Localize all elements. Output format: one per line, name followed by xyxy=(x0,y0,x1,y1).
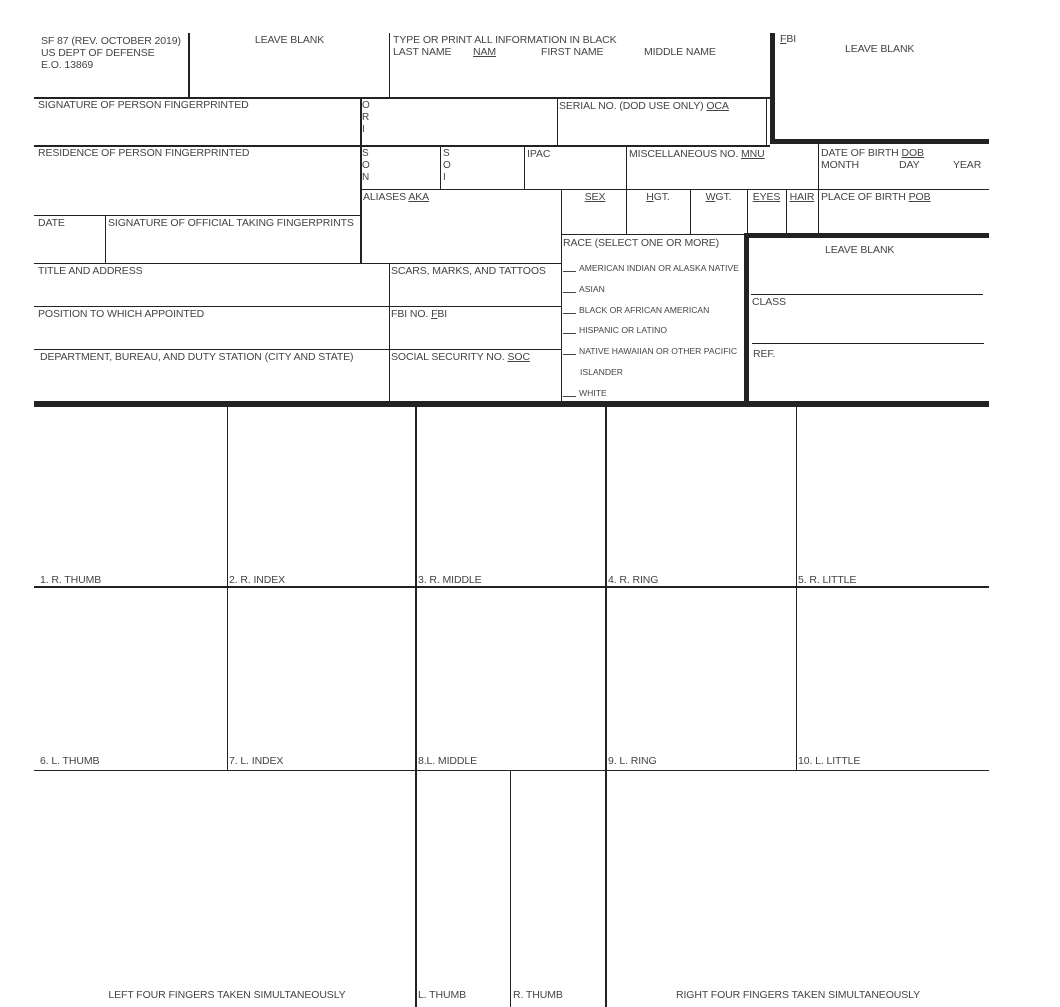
ssn-field[interactable] xyxy=(390,350,560,401)
race-option-label: HISPANIC OR LATINO xyxy=(579,325,668,335)
print-box-r-thumb-plain[interactable] xyxy=(511,771,605,1007)
hair-field[interactable] xyxy=(787,190,817,234)
agency-name: US DEPT OF DEFENSE xyxy=(41,47,155,59)
sex-field[interactable] xyxy=(562,190,625,234)
soi-letter: O xyxy=(443,160,451,171)
misc-no-label xyxy=(629,148,765,160)
aliases-field[interactable] xyxy=(362,190,560,262)
son-letter: O xyxy=(362,160,370,171)
print-box-l-index[interactable] xyxy=(228,588,415,770)
race-option-hispanic[interactable] xyxy=(563,325,667,335)
class-label: CLASS xyxy=(752,296,786,308)
aliases-text: ALIASES xyxy=(363,191,407,203)
middle-name-label: MIDDLE NAME xyxy=(644,46,716,58)
race-option-american-indian[interactable] xyxy=(563,263,739,273)
department-label: DEPARTMENT, BUREAU, AND DUTY STATION (CITY AND STATE) xyxy=(40,351,354,363)
instruction-text: TYPE OR PRINT ALL INFORMATION IN BLACK xyxy=(393,34,617,46)
signature-official-field[interactable] xyxy=(106,216,359,262)
hair-label: HAIR xyxy=(789,191,815,203)
ipac-label: IPAC xyxy=(527,148,551,160)
print-box-l-thumb-plain[interactable] xyxy=(417,771,510,1007)
date-label: DATE xyxy=(38,217,65,229)
race-option-label: ASIAN xyxy=(579,284,605,294)
leave-blank-label: LEAVE BLANK xyxy=(254,34,325,46)
son-field[interactable] xyxy=(362,147,439,189)
divider xyxy=(389,33,390,97)
pob-text: PLACE OF BIRTH xyxy=(821,191,906,203)
pob-code: POB xyxy=(908,191,931,203)
height-field[interactable] xyxy=(627,190,689,234)
race-checkbox[interactable] xyxy=(563,292,576,293)
dob-field[interactable] xyxy=(819,146,989,189)
print-box-r-ring[interactable] xyxy=(607,407,796,586)
ssn-text: SOCIAL SECURITY NO. xyxy=(391,351,505,363)
residence-label: RESIDENCE OF PERSON FINGERPRINTED xyxy=(38,147,250,159)
race-checkbox[interactable] xyxy=(563,271,576,272)
fbi-no-text: FBI NO. xyxy=(391,308,429,320)
race-checkbox[interactable] xyxy=(563,333,576,334)
divider xyxy=(524,145,525,190)
print-box-r-middle[interactable] xyxy=(417,407,605,586)
signature-person-label: SIGNATURE OF PERSON FINGERPRINTED xyxy=(38,99,249,111)
dob-year-label: YEAR xyxy=(953,159,982,171)
race-checkbox[interactable] xyxy=(563,354,576,355)
wgt-initial: W xyxy=(705,191,716,203)
ori-letter: O xyxy=(362,100,370,111)
print-label: 8.L. MIDDLE xyxy=(418,755,478,767)
weight-label xyxy=(691,191,746,203)
misc-no-text: MISCELLANEOUS NO. xyxy=(629,148,739,160)
print-box-r-thumb[interactable] xyxy=(34,407,227,586)
divider xyxy=(752,343,984,344)
fbi-no-field[interactable] xyxy=(390,307,560,348)
title-address-field[interactable] xyxy=(36,264,388,305)
race-option-continuation: ISLANDER xyxy=(580,367,623,377)
race-option-label: BLACK OR AFRICAN AMERICAN xyxy=(579,305,710,315)
print-box-r-little[interactable] xyxy=(797,407,989,586)
mnu-code: MNU xyxy=(741,148,765,160)
height-label xyxy=(627,191,689,203)
leave-blank-label: LEAVE BLANK xyxy=(845,43,915,55)
date-field[interactable] xyxy=(36,216,104,262)
print-label: 1. R. THUMB xyxy=(40,574,102,586)
soi-letter: S xyxy=(443,148,450,159)
print-label: L. THUMB xyxy=(418,989,467,1001)
last-name-label: LAST NAME xyxy=(393,46,452,58)
son-letter: S xyxy=(362,148,369,159)
divider xyxy=(440,145,441,190)
department-field[interactable] xyxy=(36,350,388,401)
race-option-black[interactable] xyxy=(563,305,709,315)
ssn-label xyxy=(391,351,530,363)
soc-code: SOC xyxy=(507,351,530,363)
nam-code: NAM xyxy=(473,46,497,58)
print-label: 10. L. LITTLE xyxy=(798,755,861,767)
leave-blank-box-title: LEAVE BLANK xyxy=(825,244,895,256)
race-title: RACE (SELECT ONE OR MORE) xyxy=(563,237,719,249)
aka-code: AKA xyxy=(408,191,430,203)
race-option-label: NATIVE HAWAIIAN OR OTHER PACIFIC xyxy=(579,346,738,356)
executive-order: E.O. 13869 xyxy=(41,59,94,71)
print-label: 7. L. INDEX xyxy=(229,755,284,767)
wgt-rest: GT. xyxy=(715,191,732,203)
fbi-header-label xyxy=(780,33,796,45)
ori-letter: I xyxy=(362,124,365,135)
fbi-code-rest: BI xyxy=(437,308,448,320)
dob-month-label: MONTH xyxy=(821,159,859,171)
ipac-field[interactable] xyxy=(526,147,625,189)
divider xyxy=(766,97,767,145)
print-label: LEFT FOUR FINGERS TAKEN SIMULTANEOUSLY xyxy=(108,989,346,1001)
eyes-field[interactable] xyxy=(748,190,785,234)
print-box-left-four[interactable] xyxy=(34,771,415,1007)
print-label: 4. R. RING xyxy=(608,574,659,586)
dob-text: DATE OF BIRTH xyxy=(821,147,899,159)
divider-thick xyxy=(770,33,775,143)
son-letter: N xyxy=(362,172,370,183)
race-option-asian[interactable] xyxy=(563,284,605,294)
pob-label xyxy=(821,191,930,203)
race-option-white[interactable] xyxy=(563,388,607,398)
race-option-label: AMERICAN INDIAN OR ALASKA NATIVE xyxy=(579,263,739,273)
print-box-l-ring[interactable] xyxy=(607,588,796,770)
fbi-code-initial: F xyxy=(431,308,438,320)
signature-person-field[interactable] xyxy=(36,99,359,144)
print-label: 3. R. MIDDLE xyxy=(418,574,482,586)
oca-code: OCA xyxy=(706,100,729,112)
signature-official-label: SIGNATURE OF OFFICIAL TAKING FINGERPRINTS xyxy=(108,217,354,229)
race-option-native-hawaiian[interactable] xyxy=(563,346,737,356)
hgt-rest: GT. xyxy=(653,191,670,203)
form-id: SF 87 (REV. OCTOBER 2019) xyxy=(41,35,181,47)
serial-no-field[interactable] xyxy=(558,99,765,144)
fbi-header-initial: F xyxy=(780,33,787,45)
print-label: 5. R. LITTLE xyxy=(798,574,857,586)
title-address-label: TITLE AND ADDRESS xyxy=(38,265,143,277)
print-label: 2. R. INDEX xyxy=(229,574,286,586)
serial-no-label xyxy=(559,100,729,112)
aliases-label xyxy=(363,191,429,203)
first-name-label: FIRST NAME xyxy=(541,46,604,58)
fbi-header-rest: BI xyxy=(786,33,797,45)
print-label: 9. L. RING xyxy=(608,755,657,767)
pob-field[interactable] xyxy=(819,190,989,233)
print-box-r-index[interactable] xyxy=(228,407,415,586)
dob-day-label: DAY xyxy=(899,159,920,171)
position-label: POSITION TO WHICH APPOINTED xyxy=(38,308,205,320)
divider-thick xyxy=(770,139,989,144)
print-label: 6. L. THUMB xyxy=(40,755,100,767)
ori-field[interactable] xyxy=(362,99,556,144)
dob-label xyxy=(821,147,924,159)
race-option-label: WHITE xyxy=(579,388,607,398)
print-box-right-four[interactable] xyxy=(607,771,989,1007)
divider xyxy=(751,294,983,295)
weight-field[interactable] xyxy=(691,190,746,234)
race-section xyxy=(562,235,744,401)
divider xyxy=(626,145,627,190)
eyes-label: EYES xyxy=(752,191,781,203)
print-label: RIGHT FOUR FINGERS TAKEN SIMULTANEOUSLY xyxy=(675,989,921,1001)
scars-field[interactable] xyxy=(390,264,560,305)
ref-label: REF. xyxy=(753,348,776,360)
ori-letter: R xyxy=(362,112,370,123)
hgt-initial: H xyxy=(646,191,654,203)
soi-field[interactable] xyxy=(442,147,523,189)
serial-no-text: SERIAL NO. (DOD USE ONLY) xyxy=(559,100,704,112)
print-box-l-little[interactable] xyxy=(797,588,989,770)
misc-no-field[interactable] xyxy=(628,147,817,189)
print-box-l-middle[interactable] xyxy=(417,588,605,770)
soi-letter: I xyxy=(443,172,446,183)
sex-label: SEX xyxy=(584,191,606,203)
race-checkbox[interactable] xyxy=(563,396,576,397)
race-checkbox[interactable] xyxy=(563,313,576,314)
residence-field[interactable] xyxy=(36,147,359,214)
scars-label: SCARS, MARKS, AND TATTOOS xyxy=(391,265,546,277)
fbi-no-label xyxy=(391,308,447,320)
divider-thick xyxy=(744,233,749,405)
print-box-l-thumb[interactable] xyxy=(34,588,227,770)
name-field[interactable] xyxy=(391,58,769,96)
dob-code: DOB xyxy=(901,147,924,159)
print-label: R. THUMB xyxy=(513,989,563,1001)
position-field[interactable] xyxy=(36,307,388,348)
